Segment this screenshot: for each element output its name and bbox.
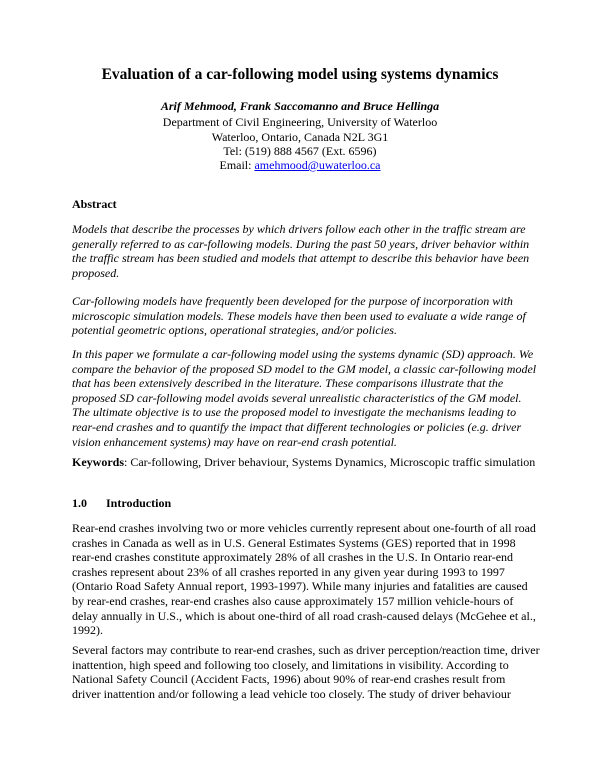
text-line: National Safety Council (Accident Facts, 1996) about 90% of rear-end crashes result from xyxy=(72,672,506,687)
text-line: that has been extensively described in the literature. These comparisons illustrate that the xyxy=(72,376,504,391)
affiliation-address: Waterloo, Ontario, Canada N2L 3G1 xyxy=(211,130,389,144)
keywords-text: : Car-following, Driver behaviour, Systems Dynamics, Microscopic traffic simulation xyxy=(124,455,536,469)
text-line: vision enhancement systems) may have on rear-end crash potential. xyxy=(72,434,397,449)
text-line: by rear-end crashes, rear-end crashes also cause approximately 157 million vehicle-hours of xyxy=(72,593,514,608)
text-line: Rear-end crashes involving two or more vehicles currently represent about one-fourth of all road xyxy=(72,521,536,535)
text-line: crashes represent about 23% of all crashes reported in any given year during 1993 to 1997 xyxy=(72,564,505,579)
text-line: delay annually in U.S., which is about one-third of all road crash-caused delays (McGehee et al., xyxy=(72,608,536,623)
text-line: rear-end crashes constitute approximately 28% of all crashes in the U.S. In Ontario rear-end xyxy=(72,550,514,565)
abstract-heading: Abstract xyxy=(72,197,117,211)
text-line xyxy=(72,455,536,470)
keywords-label: Keywords xyxy=(72,455,124,469)
author-list: Arif Mehmood, Frank Saccomanno and Bruce Hellinga xyxy=(160,99,440,113)
text-line: driver inattention and/or following a lead vehicle too closely. The study of driver behaviour xyxy=(72,686,511,701)
affiliation-department: Department of Civil Engineering, University of Waterloo xyxy=(162,115,438,129)
paper-title: Evaluation of a car-following model using systems dynamics xyxy=(101,66,499,83)
text-line: Car-following models have frequently been developed for the purpose of incorporation with xyxy=(72,294,513,308)
text-line: generally referred to as car-following models. During the past 50 years, driver behavior within xyxy=(72,236,530,251)
email-link[interactable]: amehmood@uwaterloo.ca xyxy=(254,158,381,172)
text-line: (Ontario Road Safety Annual report, 1993-1997). While many injuries and fatalities are caused xyxy=(72,579,528,594)
text-line: In this paper we formulate a car-following model using the systems dynamic (SD) approach. We xyxy=(72,347,534,361)
text-line: microscopic simulation models. These models have then been used to evaluate a wide range of xyxy=(72,308,526,323)
abstract-paragraph-3 xyxy=(72,347,537,449)
introduction-heading xyxy=(72,496,171,511)
text-line: inattention, high speed and following too closely, and limitations in visibility. According to xyxy=(72,657,509,672)
affiliation-phone: Tel: (519) 888 4567 (Ext. 6596) xyxy=(223,144,377,158)
abstract-paragraph-2 xyxy=(72,294,532,338)
abstract-paragraph-1 xyxy=(72,222,532,280)
keywords-line xyxy=(72,455,536,470)
text-line: compare the behavior of the proposed SD model to the GM model, a classic car-following model xyxy=(72,361,537,376)
affiliation-email xyxy=(0,158,600,173)
text-line: The ultimate objective is to use the proposed model to investigate the mechanisms leading to xyxy=(72,405,517,420)
text-line: rear-end crashes and to quantify the impact that different technologies or policies (e.g. driver xyxy=(72,419,522,434)
text-line: Models that describe the processes by which drivers follow each other in the traffic stream are xyxy=(72,222,526,236)
email-label: Email: xyxy=(219,158,255,172)
text-line: the traffic stream has been studied and models that attempt to describe this behavior have been xyxy=(72,251,530,266)
text-line: crashes in Canada as well as in U.S. General Estimates Systems (GES) reported that in 1998 xyxy=(72,535,516,550)
introduction-paragraph-1 xyxy=(72,521,536,638)
text-line: proposed. xyxy=(72,265,120,280)
introduction-paragraph-2 xyxy=(72,643,540,701)
section-number: 1.0 xyxy=(72,496,87,510)
text-line: Several factors may contribute to rear-end crashes, such as driver perception/reaction time, driver xyxy=(72,643,540,657)
text-line: 1992). xyxy=(72,623,103,638)
text-line: potential geometric options, operational strategies, and/or policies. xyxy=(72,323,397,338)
section-title: Introduction xyxy=(106,496,172,510)
text-line: proposed SD car-following model avoids several unrealistic characteristics of the GM model. xyxy=(72,390,522,405)
